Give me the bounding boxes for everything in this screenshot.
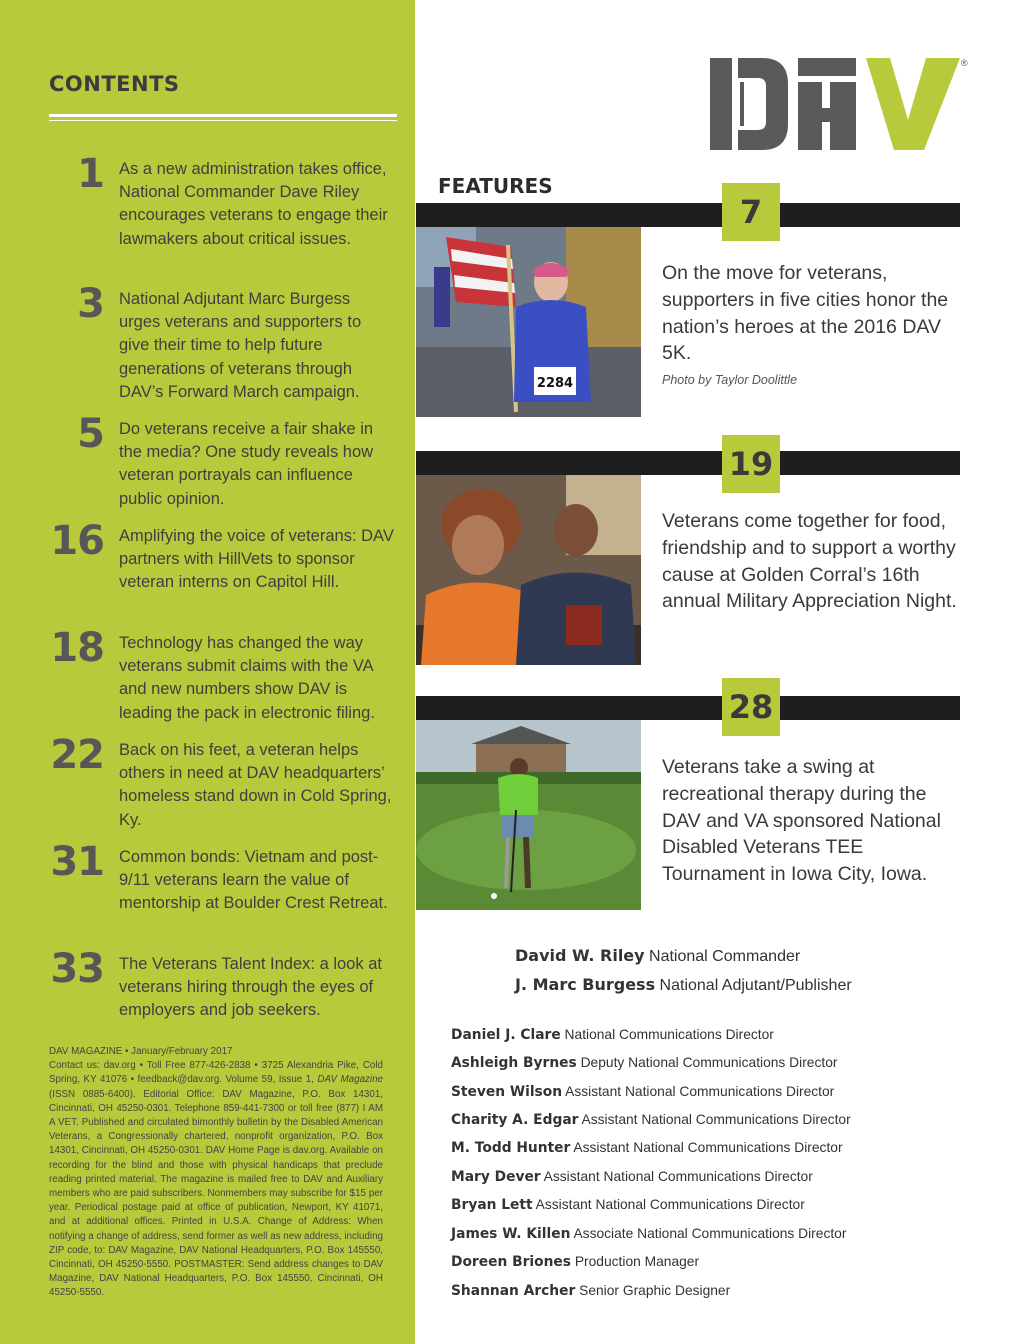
- toc-description: Amplifying the voice of veterans: DAV partners with HillVets to sponsor veteran interns on Capitol Hill.: [119, 527, 394, 592]
- staff-line: [451, 1027, 774, 1043]
- staff-line: [451, 1283, 730, 1299]
- toc-description: As a new administration takes office, National Commander Dave Riley encourages veterans to engage their lawmakers about critical issues.: [119, 160, 388, 248]
- toc-description: The Veterans Talent Index: a look at veterans hiring through the eyes of employers and job seekers.: [119, 955, 382, 1020]
- toc-description: National Adjutant Marc Burgess urges veterans and supporters to give their time to help future generations of veterans through DAV’s Forward March campaign.: [119, 290, 362, 401]
- photo-5k-runner: [416, 227, 641, 417]
- publication-name: DAV Magazine: [317, 1074, 383, 1086]
- feature-bar: [416, 203, 960, 227]
- staff-national-adjutant: [515, 975, 852, 995]
- heading-rule-thin: [49, 120, 397, 121]
- feature-page-number[interactable]: 7: [722, 183, 780, 241]
- feature-description: Veterans come together for food, friendship and to support a worthy cause at Golden Corral’s 16th annual Military Appreciation Night.: [662, 510, 957, 613]
- staff-line: [451, 1197, 805, 1213]
- dav-logo: [710, 58, 960, 150]
- photo-credit: Photo by Taylor Doolittle: [662, 373, 798, 387]
- staff-title: Assistant National Communications Director: [578, 1112, 851, 1127]
- staff-title: Production Manager: [571, 1254, 700, 1269]
- toc-page-number: 5: [77, 411, 104, 457]
- staff-name: Doreen Briones: [451, 1254, 571, 1270]
- feature-description: Veterans take a swing at recreational therapy during the DAV and VA sponsored National Disabled Veterans TEE Tournament in Iowa City, Iowa.: [662, 756, 941, 886]
- staff-title: Deputy National Communications Director: [576, 1055, 838, 1070]
- staff-line: [451, 1084, 834, 1100]
- toc-page-number: 33: [50, 946, 104, 992]
- feature-page-number[interactable]: 19: [722, 435, 780, 493]
- staff-name: M. Todd Hunter: [451, 1140, 571, 1156]
- feature-page-number[interactable]: 28: [722, 678, 780, 736]
- staff-title: Assistant National Communications Director: [532, 1197, 805, 1212]
- staff-title: National Adjutant/Publisher: [655, 977, 852, 994]
- staff-title: Assistant National Communications Director: [570, 1140, 843, 1155]
- contents-heading: CONTENTS: [49, 72, 180, 96]
- publication-issue: DAV MAGAZINE • January/February 2017: [49, 1046, 233, 1057]
- staff-title: Assistant National Communications Director: [562, 1084, 835, 1099]
- staff-name: Mary Dever: [451, 1169, 541, 1185]
- feature-bar: [416, 451, 960, 475]
- publication-details: (ISSN 0885-6400). Editorial Office: DAV Magazine, P.O. Box 14301, Cincinnati, OH 45250-0301. Telephone 859-441-7300 or toll free (877) I AM A VET. Published and circulated bimonthly bulletin by the Disabled American Veterans, a Congressionally chartered, nonprofit organization, P.O. Box 14301, Cincinnati, OH 45250-0301. DAV Home Page is dav.org. Available on recording for the blind and those with physical handicaps that preclude reading printed material. The magazine is mailed free to DAV and Auxiliary members who are paid subscribers. Nonmembers may subscribe for $15 per year. Periodical postage paid at office of publication, Newport, KY 41071, and at additional offices. Printed in U.S.A. Change of Address: When notifying a change of address, send former as well as new address, including ZIP code, to: DAV Magazine, DAV National Headquarters, P.O. Box 145550, Cincinnati, OH 45250-5550. POSTMASTER: Send address changes to DAV Magazine, DAV National Headquarters, P.O. Box 145550, Cincinnati, OH 45250-5550.: [49, 1088, 383, 1299]
- race-bib-number: 2284: [536, 376, 574, 391]
- feature-description: On the move for veterans, supporters in five cities honor the nation’s heroes at the 2016 DAV 5K.: [662, 262, 949, 365]
- staff-name: Charity A. Edgar: [451, 1112, 579, 1128]
- staff-line: [451, 1112, 851, 1128]
- staff-name: James W. Killen: [451, 1226, 571, 1242]
- staff-line: [451, 1226, 846, 1242]
- publication-info: [49, 1045, 383, 1301]
- feature-bar: [416, 696, 960, 720]
- toc-page-number: 18: [50, 625, 104, 671]
- staff-name: Steven Wilson: [451, 1084, 563, 1100]
- toc-description: Technology has changed the way veterans submit claims with the VA and new numbers show DAV is leading the pack in electronic filing.: [119, 634, 375, 722]
- staff-title: Senior Graphic Designer: [575, 1283, 731, 1298]
- staff-name: David W. Riley: [515, 946, 645, 965]
- staff-name: J. Marc Burgess: [515, 975, 656, 994]
- staff-line: [451, 1140, 843, 1156]
- staff-title: Associate National Communications Director: [570, 1226, 847, 1241]
- publication-contact: Contact us: dav.org • Toll Free 877-426-2838 • 3725 Alexandria Pike, Cold Spring, KY 41076 • feedback@dav.org. Volume 59, Issue 1,: [49, 1060, 383, 1086]
- toc-description: Common bonds: Vietnam and post-9/11 veterans learn the value of mentorship at Boulder Crest Retreat.: [119, 848, 388, 913]
- toc-description: Do veterans receive a fair shake in the media? One study reveals how veteran portrayals can influence public opinion.: [119, 420, 374, 508]
- staff-line: [451, 1169, 813, 1185]
- staff-title: National Commander: [644, 948, 801, 965]
- registered-mark: ®: [961, 58, 968, 68]
- staff-name: Daniel J. Clare: [451, 1027, 561, 1043]
- heading-rule: [49, 114, 397, 117]
- staff-title: Assistant National Communications Director: [540, 1169, 813, 1184]
- features-heading: FEATURES: [438, 174, 553, 198]
- staff-name: Shannan Archer: [451, 1283, 576, 1299]
- staff-line: [451, 1055, 837, 1071]
- staff-name: Bryan Lett: [451, 1197, 533, 1213]
- contents-sidebar: [0, 0, 415, 1344]
- toc-page-number: 31: [50, 839, 104, 885]
- toc-page-number: 3: [77, 281, 104, 327]
- toc-description: Back on his feet, a veteran helps others in need at DAV headquarters’ homeless stand down in Cold Spring, Ky.: [119, 741, 392, 829]
- toc-page-number: 22: [50, 732, 104, 778]
- staff-title: National Communications Director: [560, 1027, 774, 1042]
- toc-page-number: 1: [77, 151, 104, 197]
- toc-page-number: 16: [50, 518, 104, 564]
- photo-golf-putting: [416, 720, 641, 910]
- photo-golden-corral-couple: [416, 475, 641, 665]
- staff-national-commander: [515, 946, 800, 966]
- staff-line: [451, 1254, 699, 1270]
- staff-name: Ashleigh Byrnes: [451, 1055, 577, 1071]
